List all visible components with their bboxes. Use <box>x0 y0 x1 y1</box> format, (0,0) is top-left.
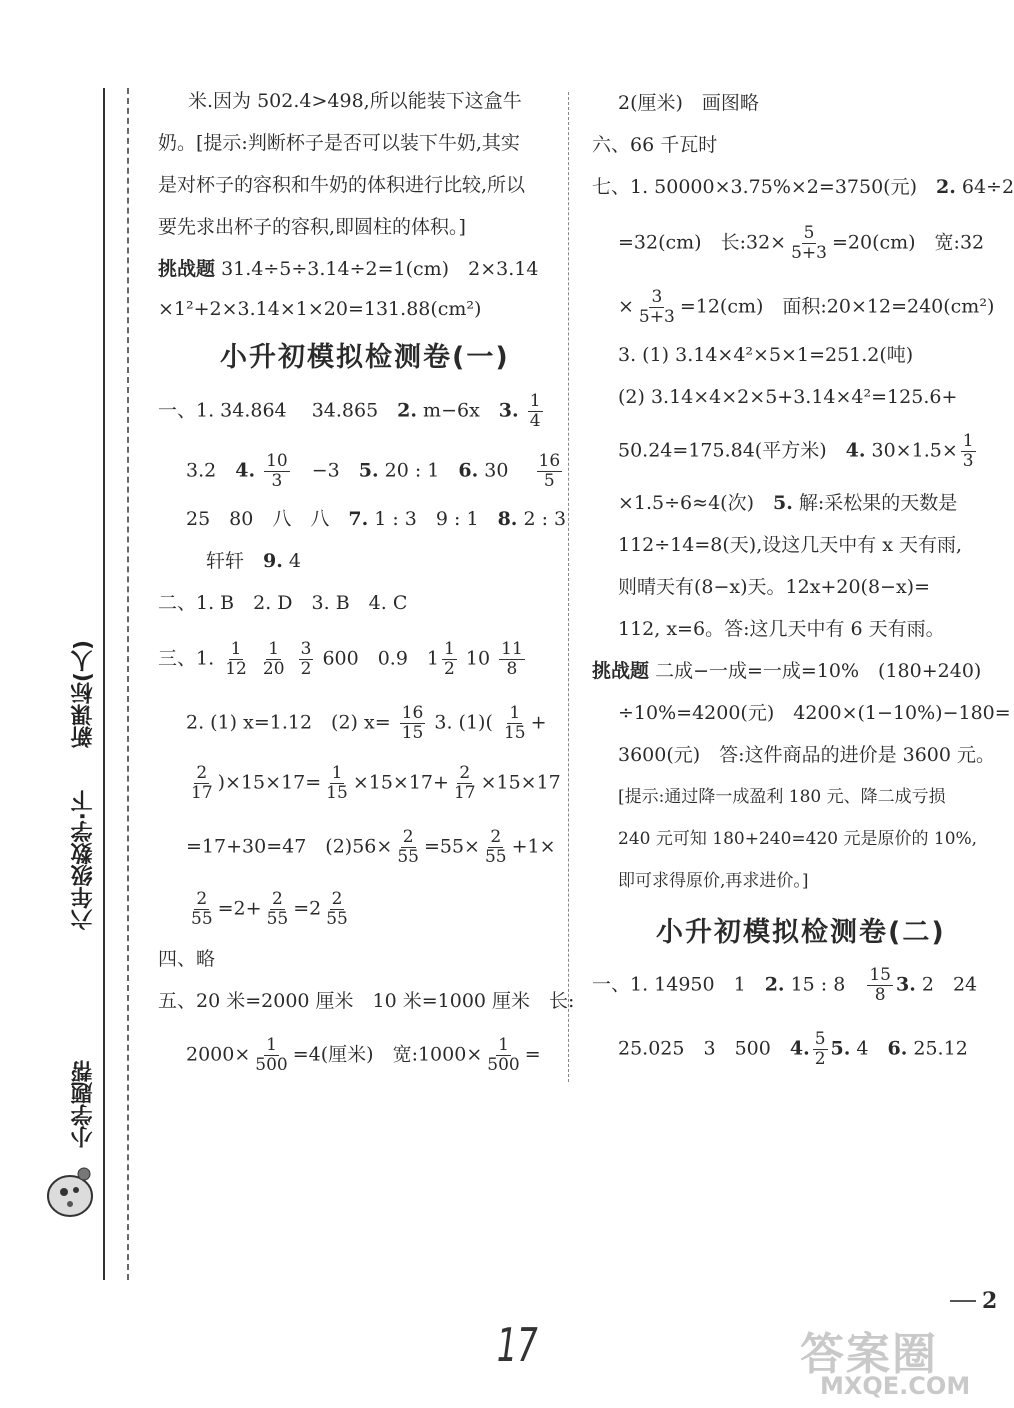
s1-line-c: 25 80 八 八 7. 1 : 3 9 : 1 8. 2 : 3 <box>186 508 567 530</box>
right-line-8: 50.24=175.84(平方米) 4. 30×1.5× $\frac{1}{3}$ <box>618 431 974 471</box>
fraction: $\frac{1}{15}$ <box>326 763 348 803</box>
s1-line-a: 一、1. 34.864 34.865 2. m−6x 3. $\frac{1}{4}$ <box>158 391 541 431</box>
margin-solid-line <box>103 88 105 1280</box>
left-line-6: ×1²+2×3.14×1×20=131.88(cm²) <box>158 298 482 320</box>
fraction: $\frac{16}{15}$ <box>401 703 424 743</box>
right-line-6: 3. (1) 3.14×4²×5×1=251.2(吨) <box>618 344 914 366</box>
watermark-url: MXQE.COM <box>820 1372 971 1400</box>
fraction: $\frac{1}{15}$ <box>503 703 526 743</box>
s2-line: 二、1. B 2. D 3. B 4. C <box>158 592 408 614</box>
fraction: $\frac{16}{5}$ <box>538 451 561 491</box>
right-line-7: (2) 3.14×4×2×5+3.14×4²=125.6+ <box>618 386 958 408</box>
fraction: $\frac{2}{17}$ <box>191 763 213 803</box>
s4-line: 四、略 <box>158 948 216 970</box>
s1-line-b: 3.2 4. $\frac{10}{3}$ −3 5. 20 : 1 6. 30 $\frac{16}{5}$ <box>186 451 561 491</box>
column-divider <box>568 92 569 1082</box>
left-line-4: 要先求出杯子的容积,即圆柱的体积。] <box>158 216 466 238</box>
right-line-11: 则晴天有(8−x)天。12x+20(8−x)= <box>618 576 931 598</box>
fraction: $\frac{2}{55}$ <box>191 889 213 929</box>
fraction: $\frac{11}{8}$ <box>501 639 523 679</box>
fraction: $\frac{3}{2}$ <box>300 639 312 679</box>
right-line-9: ×1.5÷6≈4(次) 5. 解:采松果的天数是 <box>618 492 958 514</box>
right-line-16: [提示:通过降一成盈利 180 元、降二成亏损 <box>618 787 946 807</box>
right-line-4: =32(cm) 长:32× $\frac{5}{5+3}$ =20(cm) 宽:32 <box>618 223 985 263</box>
right-line-18: 即可求得原价,再求进价。] <box>618 871 809 891</box>
s3-line-d: =17+30=47 (2)56× $\frac{2}{55}$ =55× $\frac{2}{55}$ +1× <box>186 827 556 867</box>
right-line-5: × $\frac{3}{5+3}$ =12(cm) 面积:20×12=240(cm²) <box>618 287 995 327</box>
fraction: $\frac{1}{500}$ <box>255 1035 288 1075</box>
mascot-logo-icon <box>40 1160 104 1224</box>
fraction: $\frac{2}{55}$ <box>266 889 289 929</box>
fraction: $\frac{1}{500}$ <box>487 1035 520 1075</box>
section-title-2: 小升初模拟检测卷(二) <box>656 917 946 948</box>
fraction: $\frac{2}{55}$ <box>484 827 507 867</box>
fraction: $\frac{5}{2}$ <box>814 1029 826 1069</box>
s1-line-d: 轩轩 9. 4 <box>206 550 301 572</box>
right-line-15: 3600(元) 答:这件商品的进价是 3600 元。 <box>618 744 996 766</box>
right-line-14: ÷10%=4200(元) 4200×(1−10%)−180= <box>618 702 1011 724</box>
sidebar-edition: 新课标(人) <box>71 640 96 749</box>
right-line-2: 六、66 千瓦时 <box>592 134 718 156</box>
challenge-label: 挑战题 <box>592 660 650 682</box>
left-line-2: 奶。[提示:判断杯子是否可以装下牛奶,其实 <box>158 132 520 154</box>
s3-line-e: $\frac{2}{55}$ =2+ $\frac{2}{55}$ =2 $\frac{2}{55}$ <box>191 889 348 929</box>
s5-line-a: 五、20 米=2000 厘米 10 米=1000 厘米 长: <box>158 990 575 1012</box>
watermark-logo: 答案圈 <box>800 1329 938 1380</box>
s3-line-c: $\frac{2}{17}$ )×15×17= $\frac{1}{15}$ ×15×17+ $\frac{2}{17}$ ×15×17 <box>191 763 561 803</box>
right-line-17: 240 元可知 180+240=420 元是原价的 10%, <box>618 829 978 849</box>
fraction: $\frac{1}{20}$ <box>262 639 285 679</box>
fraction: $\frac{2}{55}$ <box>397 827 419 867</box>
right-line-10: 112÷14=8(天),设这几天中有 x 天有雨, <box>618 534 963 556</box>
challenge-label: 挑战题 <box>158 258 216 280</box>
s3-line-a: 三、1. $\frac{1}{12}$ $\frac{1}{20}$ $\frac{3}{2}$ 600 0.9 1 $\frac{1}{2}$ 10 $\frac{11}{8}$ <box>158 639 523 679</box>
fraction: $\frac{1}{12}$ <box>225 639 247 679</box>
section-title-1: 小升初模拟检测卷(一) <box>220 342 510 373</box>
handwritten-page-number: 17 <box>496 1318 538 1372</box>
right-line-20: 25.025 3 500 4. $\frac{5}{2}$ 5. 4 6. 25.12 <box>618 1029 968 1069</box>
right-line-13: 挑战题 二成−一成=一成=10% (180+240) <box>592 660 982 682</box>
page-number-mark <box>950 1300 976 1302</box>
sidebar-brand: 小学题帮 <box>71 1060 96 1148</box>
fraction: $\frac{2}{55}$ <box>326 889 348 929</box>
right-line-1: 2(厘米) 画图略 <box>618 92 759 114</box>
fraction: $\frac{2}{17}$ <box>453 763 476 803</box>
left-line-3: 是对杯子的容积和牛奶的体积进行比较,所以 <box>158 174 526 196</box>
margin-dashed-line <box>127 88 129 1280</box>
left-line-5 <box>158 256 538 282</box>
fraction: $\frac{3}{5+3}$ <box>638 287 675 327</box>
fraction: $\frac{10}{3}$ <box>266 451 288 491</box>
page-number: 2 <box>982 1288 998 1314</box>
sidebar-grade: 六年级数学·下 <box>71 790 96 931</box>
fraction: $\frac{5}{5+3}$ <box>791 223 827 263</box>
fraction: $\frac{1}{3}$ <box>962 431 974 471</box>
right-line-3: 七、1. 50000×3.75%×2=3750(元) 2. 64÷2 <box>592 176 1014 198</box>
fraction: $\frac{1}{4}$ <box>529 391 541 431</box>
challenge-text: 31.4÷5÷3.14÷2=1(cm) 2×3.14 <box>221 258 539 280</box>
fraction: $\frac{15}{8}$ <box>869 965 891 1005</box>
s5-line-b: 2000× $\frac{1}{500}$ =4(厘米) 宽:1000× $\frac{1}{500}$ = <box>186 1035 541 1075</box>
s3-line-b: 2. (1) x=1.12 (2) x= $\frac{16}{15}$ 3. (1)( $\frac{1}{15}$ + <box>186 703 547 743</box>
fraction: $\frac{1}{2}$ <box>444 639 455 679</box>
right-line-19: 一、1. 14950 1 2. 15 : 8 $\frac{15}{8}$ 3. 2 24 <box>592 965 978 1005</box>
right-line-12: 112, x=6。答:这几天中有 6 天有雨。 <box>618 618 945 640</box>
left-line-1: 米.因为 502.4>498,所以能装下这盒牛 <box>188 90 522 112</box>
